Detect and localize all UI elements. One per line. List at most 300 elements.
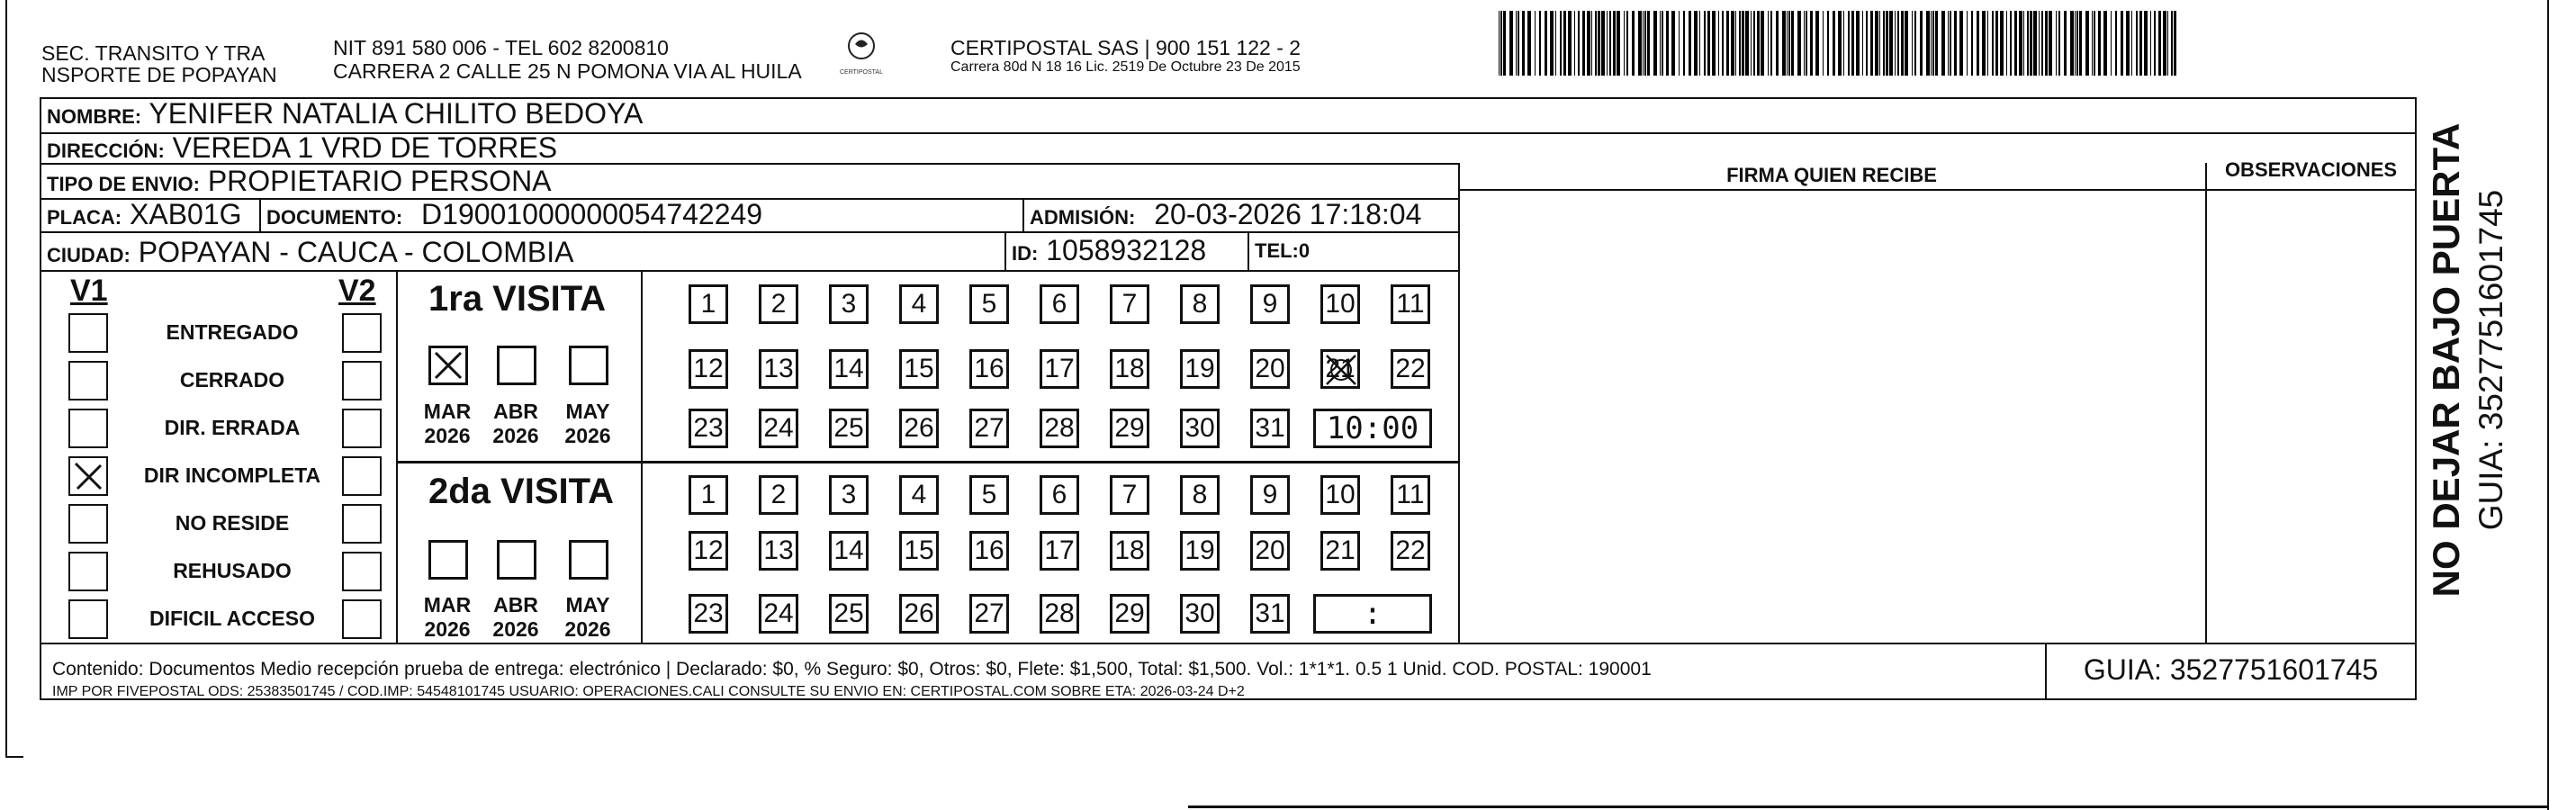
barcode-bar bbox=[2171, 11, 2173, 76]
day-number: 11 bbox=[1396, 480, 1425, 509]
day-number: 3 bbox=[841, 480, 857, 509]
barcode-bar bbox=[2079, 11, 2082, 76]
barcode-bar bbox=[1883, 11, 1885, 76]
barcode-bar bbox=[1613, 11, 1616, 76]
day-number: 23 bbox=[693, 413, 724, 443]
year-label: 2026 bbox=[492, 424, 539, 447]
day-box[interactable] bbox=[689, 531, 728, 571]
month-checkbox[interactable] bbox=[497, 540, 536, 580]
day-box[interactable] bbox=[1180, 284, 1220, 324]
day-box[interactable] bbox=[1110, 594, 1149, 634]
status-v2-checkbox[interactable] bbox=[342, 504, 382, 544]
visit1-title: 1ra VISITA bbox=[428, 279, 607, 319]
barcode-bar bbox=[1522, 11, 1525, 76]
visit2-title: 2da VISITA bbox=[428, 472, 614, 511]
barcode-bar bbox=[1806, 11, 1807, 76]
day-box[interactable] bbox=[1391, 475, 1430, 515]
year-label: 2026 bbox=[492, 617, 539, 641]
barcode-bar bbox=[2039, 11, 2040, 76]
direccion-field bbox=[47, 131, 557, 165]
barcode-bar bbox=[1582, 11, 1585, 76]
day-number: 10 bbox=[1325, 289, 1356, 319]
day-number: 14 bbox=[833, 354, 864, 383]
day-box[interactable] bbox=[969, 594, 1009, 634]
day-box[interactable] bbox=[829, 349, 869, 389]
day-box[interactable] bbox=[1250, 475, 1290, 515]
day-number: 26 bbox=[904, 598, 934, 628]
barcode-bar bbox=[1626, 11, 1628, 76]
barcode-bar bbox=[1901, 11, 1904, 76]
barcode-bar bbox=[2058, 11, 2060, 76]
status-label: CERRADO bbox=[179, 368, 285, 392]
status-v2-checkbox[interactable] bbox=[342, 456, 382, 496]
day-box[interactable] bbox=[829, 475, 869, 515]
footer-guia: GUIA: 3527751601745 bbox=[2083, 653, 2379, 686]
barcode-bar bbox=[2064, 11, 2067, 76]
barcode-bar bbox=[1601, 11, 1605, 76]
day-number: 12 bbox=[693, 354, 724, 383]
status-v2-checkbox[interactable] bbox=[342, 552, 382, 591]
status-v2-checkbox[interactable] bbox=[342, 313, 382, 353]
barcode-bar bbox=[1683, 11, 1685, 76]
svg-text:CERTIPOSTAL: CERTIPOSTAL bbox=[840, 69, 883, 76]
barcode-bar bbox=[1810, 11, 1813, 76]
barcode-bar bbox=[1707, 11, 1710, 76]
day-number: 5 bbox=[981, 480, 997, 509]
barcode-bar bbox=[1555, 11, 1556, 76]
barcode-bar bbox=[2075, 11, 2076, 76]
barcode-bar bbox=[1535, 11, 1536, 76]
barcode-bar bbox=[1518, 11, 1519, 76]
day-box[interactable] bbox=[1250, 284, 1290, 324]
status-v1-checkbox[interactable] bbox=[68, 552, 108, 591]
barcode-bar bbox=[2126, 11, 2130, 76]
day-box[interactable] bbox=[969, 409, 1009, 448]
barcode-bar bbox=[1638, 11, 1642, 76]
day-box[interactable] bbox=[1040, 284, 1079, 324]
year-label: 2026 bbox=[564, 617, 611, 641]
day-box[interactable] bbox=[759, 349, 798, 389]
barcode-bar bbox=[1662, 11, 1663, 76]
status-v1-checkbox[interactable] bbox=[68, 456, 108, 496]
barcode-bar bbox=[1704, 11, 1706, 76]
day-number: 18 bbox=[1114, 354, 1145, 383]
barcode-bar bbox=[2158, 11, 2161, 76]
license-line: Carrera 80d N 18 16 Lic. 2519 De Octubre 23 De 2015 bbox=[950, 59, 1301, 75]
id-field bbox=[1012, 234, 1206, 267]
day-box[interactable] bbox=[1320, 531, 1360, 571]
day-box[interactable] bbox=[1250, 409, 1290, 448]
barcode-bar bbox=[2111, 11, 2112, 76]
day-box[interactable] bbox=[969, 475, 1009, 515]
day-box[interactable] bbox=[1180, 349, 1220, 389]
rule bbox=[396, 270, 398, 643]
month-checkbox[interactable] bbox=[428, 346, 468, 385]
barcode-bar bbox=[1527, 11, 1531, 76]
side-guia: GUIA: 3527751601745 bbox=[2472, 189, 2509, 531]
day-box[interactable] bbox=[1040, 349, 1079, 389]
barcode-bar bbox=[1731, 11, 1734, 76]
day-box[interactable] bbox=[1250, 531, 1290, 571]
day-box[interactable] bbox=[969, 349, 1009, 389]
day-box[interactable] bbox=[759, 594, 798, 634]
day-number: 9 bbox=[1262, 480, 1278, 509]
day-box[interactable] bbox=[899, 409, 939, 448]
barcode-bar bbox=[1941, 11, 1945, 76]
month-checkbox[interactable] bbox=[497, 346, 536, 385]
barcode-bar bbox=[1870, 11, 1873, 76]
barcode-bar bbox=[1995, 11, 1998, 76]
tipo-label: TIPO DE ENVIO: bbox=[47, 173, 200, 195]
day-box[interactable] bbox=[969, 531, 1009, 571]
barcode-bar bbox=[2150, 11, 2151, 76]
contenido-text: Contenido: Documentos Medio recepción prueba de entrega: electrónico | Declarado: $0, % Seguro: $0, Otros: $0, Flete: $1,500, Total: $1,500. Vol.: 1*1*1. 0.5 1 Unid. COD. POSTAL: 190001 bbox=[52, 659, 1652, 680]
barcode-bar bbox=[1866, 11, 1868, 76]
day-number: 12 bbox=[693, 536, 724, 565]
day-box[interactable] bbox=[1040, 475, 1079, 515]
day-box[interactable] bbox=[1040, 531, 1079, 571]
barcode-bar bbox=[2014, 11, 2017, 76]
barcode-bar bbox=[2085, 11, 2089, 76]
status-label: DIFICIL ACCESO bbox=[149, 607, 315, 630]
barcode-bar bbox=[1653, 11, 1657, 76]
barcode-bar bbox=[2121, 11, 2123, 76]
month-label: MAY bbox=[565, 593, 610, 616]
day-number: 15 bbox=[904, 354, 934, 383]
day-number: 4 bbox=[911, 480, 927, 509]
day-number: 29 bbox=[1114, 413, 1145, 443]
placa-value: XAB01G bbox=[130, 198, 242, 230]
barcode-bar bbox=[1926, 11, 1930, 76]
ciudad-field bbox=[47, 236, 573, 269]
barcode-bar bbox=[1948, 11, 1949, 76]
observaciones-header: OBSERVACIONES bbox=[2224, 158, 2398, 181]
day-number: 16 bbox=[974, 536, 1004, 565]
barcode-bar bbox=[2000, 11, 2004, 76]
barcode-bar bbox=[2094, 11, 2095, 76]
day-number: 4 bbox=[911, 289, 927, 319]
day-box[interactable] bbox=[829, 594, 869, 634]
barcode-bar bbox=[1889, 11, 1893, 76]
day-number: 13 bbox=[763, 354, 794, 383]
day-box[interactable] bbox=[899, 349, 939, 389]
barcode-bar bbox=[1539, 11, 1541, 76]
page-left-edge bbox=[5, 0, 7, 756]
day-number: 24 bbox=[763, 598, 794, 628]
day-number: 28 bbox=[1044, 598, 1075, 628]
rule bbox=[1004, 231, 1006, 270]
imp-text: IMP POR FIVEPOSTAL ODS: 25383501745 / COD.IMP: 54548101745 USUARIO: OPERACIONES.CALI CONSULTE SU ENVIO EN: CERTIPOSTAL.COM SOBRE ETA: 2026-03-24 D+2 bbox=[52, 684, 1245, 699]
barcode-bar bbox=[1977, 11, 1979, 76]
day-box[interactable] bbox=[899, 284, 939, 324]
barcode bbox=[1499, 11, 2179, 76]
barcode-bar bbox=[2033, 11, 2037, 76]
rule bbox=[2205, 163, 2207, 643]
placa-field bbox=[47, 198, 242, 231]
day-number: 31 bbox=[1255, 413, 1285, 443]
day-box[interactable] bbox=[1110, 409, 1149, 448]
nombre-field bbox=[47, 97, 643, 130]
day-number: 17 bbox=[1044, 536, 1075, 565]
barcode-bar bbox=[1647, 11, 1650, 76]
barcode-bar bbox=[1568, 11, 1572, 76]
barcode-bar bbox=[1992, 11, 1994, 76]
day-number: 2 bbox=[770, 480, 787, 509]
rule bbox=[40, 270, 1458, 272]
page-right-edge bbox=[2547, 0, 2549, 810]
day-box[interactable] bbox=[1391, 284, 1430, 324]
barcode-bar bbox=[2139, 11, 2142, 76]
day-box[interactable] bbox=[1110, 349, 1149, 389]
firma-header: FIRMA QUIEN RECIBE bbox=[1726, 164, 1937, 186]
barcode-bar bbox=[2023, 11, 2024, 76]
day-box[interactable] bbox=[1110, 284, 1149, 324]
barcode-bar bbox=[1931, 11, 1932, 76]
status-v1-checkbox[interactable] bbox=[68, 313, 108, 353]
month-checkbox[interactable] bbox=[569, 540, 608, 580]
barcode-bar bbox=[1587, 11, 1590, 76]
tel-field: TEL:0 bbox=[1255, 239, 1311, 262]
address-line: CARRERA 2 CALLE 25 N POMONA VIA AL HUILA bbox=[333, 59, 802, 83]
day-number: 1 bbox=[700, 480, 716, 509]
day-number: 20 bbox=[1255, 536, 1285, 565]
year-label: 2026 bbox=[424, 617, 471, 641]
barcode-bar bbox=[1644, 11, 1646, 76]
rule bbox=[40, 231, 1458, 233]
barcode-bar bbox=[1745, 11, 1749, 76]
day-number: 22 bbox=[1395, 536, 1426, 565]
day-box[interactable] bbox=[1320, 475, 1360, 515]
barcode-bar bbox=[1500, 11, 1502, 76]
time-box[interactable] bbox=[1313, 409, 1432, 448]
month-checkbox[interactable] bbox=[428, 540, 468, 580]
barcode-bar bbox=[1609, 11, 1611, 76]
barcode-bar bbox=[1827, 11, 1829, 76]
status-v1-checkbox[interactable] bbox=[68, 599, 108, 639]
id-value: 1058932128 bbox=[1046, 234, 1207, 266]
rule bbox=[1458, 189, 2417, 191]
barcode-bar bbox=[1545, 11, 1547, 76]
month-label: ABR bbox=[493, 400, 538, 423]
barcode-bar bbox=[1516, 11, 1517, 76]
barcode-bar bbox=[2136, 11, 2138, 76]
barcode-bar bbox=[1879, 11, 1880, 76]
barcode-bar bbox=[2070, 11, 2074, 76]
day-box[interactable] bbox=[689, 594, 728, 634]
day-box[interactable] bbox=[1180, 594, 1220, 634]
year-label: 2026 bbox=[424, 424, 471, 447]
day-box[interactable] bbox=[1040, 594, 1079, 634]
barcode-bar bbox=[1905, 11, 1908, 76]
barcode-bar bbox=[2049, 11, 2052, 76]
rule bbox=[259, 198, 261, 231]
tipo-value: PROPIETARIO PERSONA bbox=[207, 165, 552, 197]
documento-value: D19001000000054742249 bbox=[421, 198, 763, 230]
status-v1-checkbox[interactable] bbox=[68, 504, 108, 544]
barcode-bar bbox=[1607, 11, 1608, 76]
barcode-bar bbox=[2027, 11, 2029, 76]
barcode-bar bbox=[1757, 11, 1760, 76]
barcode-bar bbox=[1823, 11, 1824, 76]
day-number: 19 bbox=[1184, 354, 1215, 383]
day-number: 14 bbox=[833, 536, 864, 565]
status-label: ENTREGADO bbox=[166, 320, 299, 344]
day-number: 30 bbox=[1184, 598, 1215, 628]
day-box[interactable] bbox=[899, 475, 939, 515]
day-box[interactable] bbox=[899, 594, 939, 634]
barcode-bar bbox=[1563, 11, 1566, 76]
day-box[interactable] bbox=[1110, 531, 1149, 571]
day-box[interactable] bbox=[759, 284, 798, 324]
status-v1-checkbox[interactable] bbox=[68, 409, 108, 448]
barcode-bar bbox=[1914, 11, 1916, 76]
status-v2-checkbox[interactable] bbox=[342, 599, 382, 639]
v1-header: V1 bbox=[70, 274, 108, 308]
day-number: 7 bbox=[1121, 289, 1138, 319]
day-box[interactable] bbox=[1250, 594, 1290, 634]
barcode-bar bbox=[1797, 11, 1801, 76]
status-v1-checkbox[interactable] bbox=[68, 361, 108, 400]
day-box[interactable] bbox=[759, 475, 798, 515]
barcode-bar bbox=[1660, 11, 1661, 76]
day-box[interactable] bbox=[689, 409, 728, 448]
day-box[interactable] bbox=[759, 531, 798, 571]
barcode-bar bbox=[1624, 11, 1625, 76]
nit-line: NIT 891 580 006 - TEL 602 8200810 bbox=[333, 36, 669, 59]
barcode-bar bbox=[1643, 11, 1644, 76]
day-box[interactable] bbox=[1180, 531, 1220, 571]
day-box[interactable] bbox=[689, 475, 728, 515]
day-number: 24 bbox=[763, 413, 794, 443]
day-box[interactable] bbox=[1391, 349, 1430, 389]
day-number: 15 bbox=[904, 536, 934, 565]
day-box[interactable] bbox=[689, 349, 728, 389]
rule bbox=[396, 461, 1458, 464]
day-box[interactable] bbox=[1391, 531, 1430, 571]
barcode-bar bbox=[1770, 11, 1772, 76]
year-label: 2026 bbox=[564, 424, 611, 447]
barcode-bar bbox=[1950, 11, 1951, 76]
sender-line-1: SEC. TRANSITO Y TRA bbox=[41, 41, 266, 65]
day-number: 29 bbox=[1114, 598, 1145, 628]
day-box[interactable] bbox=[1180, 409, 1220, 448]
day-box[interactable] bbox=[969, 284, 1009, 324]
time-box[interactable] bbox=[1313, 594, 1432, 634]
barcode-bar bbox=[1694, 11, 1698, 76]
day-box[interactable] bbox=[1180, 475, 1220, 515]
month-label: MAR bbox=[423, 593, 472, 616]
day-number: 23 bbox=[693, 598, 724, 628]
barcode-bar bbox=[2076, 11, 2078, 76]
day-box[interactable] bbox=[759, 409, 798, 448]
barcode-bar bbox=[1617, 11, 1620, 76]
barcode-bar bbox=[1895, 11, 1896, 76]
side-rotated-text bbox=[2421, 108, 2529, 612]
status-v2-checkbox[interactable] bbox=[342, 361, 382, 400]
barcode-bar bbox=[1768, 11, 1769, 76]
barcode-bar bbox=[1595, 11, 1597, 76]
time-value: 10:00 bbox=[1326, 410, 1419, 446]
day-box[interactable] bbox=[829, 409, 869, 448]
barcode-bar bbox=[1920, 11, 1923, 76]
barcode-bar bbox=[1982, 11, 1986, 76]
barcode-bar bbox=[1591, 11, 1592, 76]
day-box[interactable] bbox=[899, 531, 939, 571]
day-number: 9 bbox=[1262, 289, 1278, 319]
status-label: DIR. ERRADA bbox=[164, 416, 301, 439]
direccion-label: DIRECCIÓN: bbox=[47, 140, 165, 162]
status-v2-checkbox[interactable] bbox=[342, 409, 382, 448]
day-number: 22 bbox=[1395, 354, 1426, 383]
day-box[interactable] bbox=[1320, 284, 1360, 324]
v2-header: V2 bbox=[338, 274, 376, 308]
barcode-bar bbox=[1912, 11, 1913, 76]
barcode-bar bbox=[1751, 11, 1752, 76]
side-warning: NO DEJAR BAJO PUERTA bbox=[2425, 122, 2467, 598]
barcode-bar bbox=[1742, 11, 1744, 76]
day-number: 27 bbox=[974, 598, 1004, 628]
barcode-bar bbox=[1848, 11, 1850, 76]
barcode-bar bbox=[2092, 11, 2093, 76]
id-label: ID: bbox=[1012, 242, 1039, 265]
day-box[interactable] bbox=[1040, 409, 1079, 448]
day-number: 3 bbox=[841, 289, 857, 319]
barcode-bar bbox=[1726, 11, 1729, 76]
barcode-bar bbox=[1843, 11, 1844, 76]
day-number: 27 bbox=[974, 413, 1004, 443]
documento-label: DOCUMENTO: bbox=[266, 206, 403, 229]
day-box[interactable] bbox=[829, 531, 869, 571]
certipostal-logo bbox=[821, 31, 902, 77]
day-number: 17 bbox=[1044, 354, 1075, 383]
day-number: 21 bbox=[1325, 536, 1356, 565]
barcode-bar bbox=[1761, 11, 1764, 76]
month-label: MAY bbox=[565, 400, 610, 423]
barcode-bar bbox=[1959, 11, 1963, 76]
barcode-bar bbox=[1699, 11, 1700, 76]
barcode-bar bbox=[1932, 11, 1934, 76]
logo-icon bbox=[821, 31, 902, 77]
barcode-bar bbox=[1666, 11, 1669, 76]
barcode-bar bbox=[1499, 11, 1500, 76]
day-box[interactable] bbox=[689, 284, 728, 324]
day-number: 28 bbox=[1044, 413, 1075, 443]
day-number: 31 bbox=[1255, 598, 1285, 628]
day-box[interactable] bbox=[1110, 475, 1149, 515]
barcode-bar bbox=[1967, 11, 1968, 76]
barcode-bar bbox=[1971, 11, 1973, 76]
day-number: 6 bbox=[1051, 480, 1067, 509]
day-box[interactable] bbox=[1320, 349, 1360, 389]
barcode-bar bbox=[1739, 11, 1741, 76]
month-checkbox[interactable] bbox=[569, 346, 608, 385]
barcode-bar bbox=[1722, 11, 1724, 76]
company-line: CERTIPOSTAL SAS | 900 151 122 - 2 bbox=[950, 36, 1302, 59]
nombre-value: YENIFER NATALIA CHILITO BEDOYA bbox=[149, 97, 644, 130]
day-box[interactable] bbox=[1250, 349, 1290, 389]
barcode-bar bbox=[1791, 11, 1794, 76]
day-box[interactable] bbox=[829, 284, 869, 324]
barcode-bar bbox=[1509, 11, 1513, 76]
day-number: 25 bbox=[833, 413, 864, 443]
day-number: 19 bbox=[1184, 536, 1215, 565]
barcode-bar bbox=[2144, 11, 2148, 76]
day-mark-icon bbox=[1323, 352, 1359, 395]
barcode-bar bbox=[1503, 11, 1506, 76]
day-number: 16 bbox=[974, 354, 1004, 383]
status-label: DIR INCOMPLETA bbox=[143, 464, 321, 487]
day-number: 1 bbox=[700, 289, 716, 319]
